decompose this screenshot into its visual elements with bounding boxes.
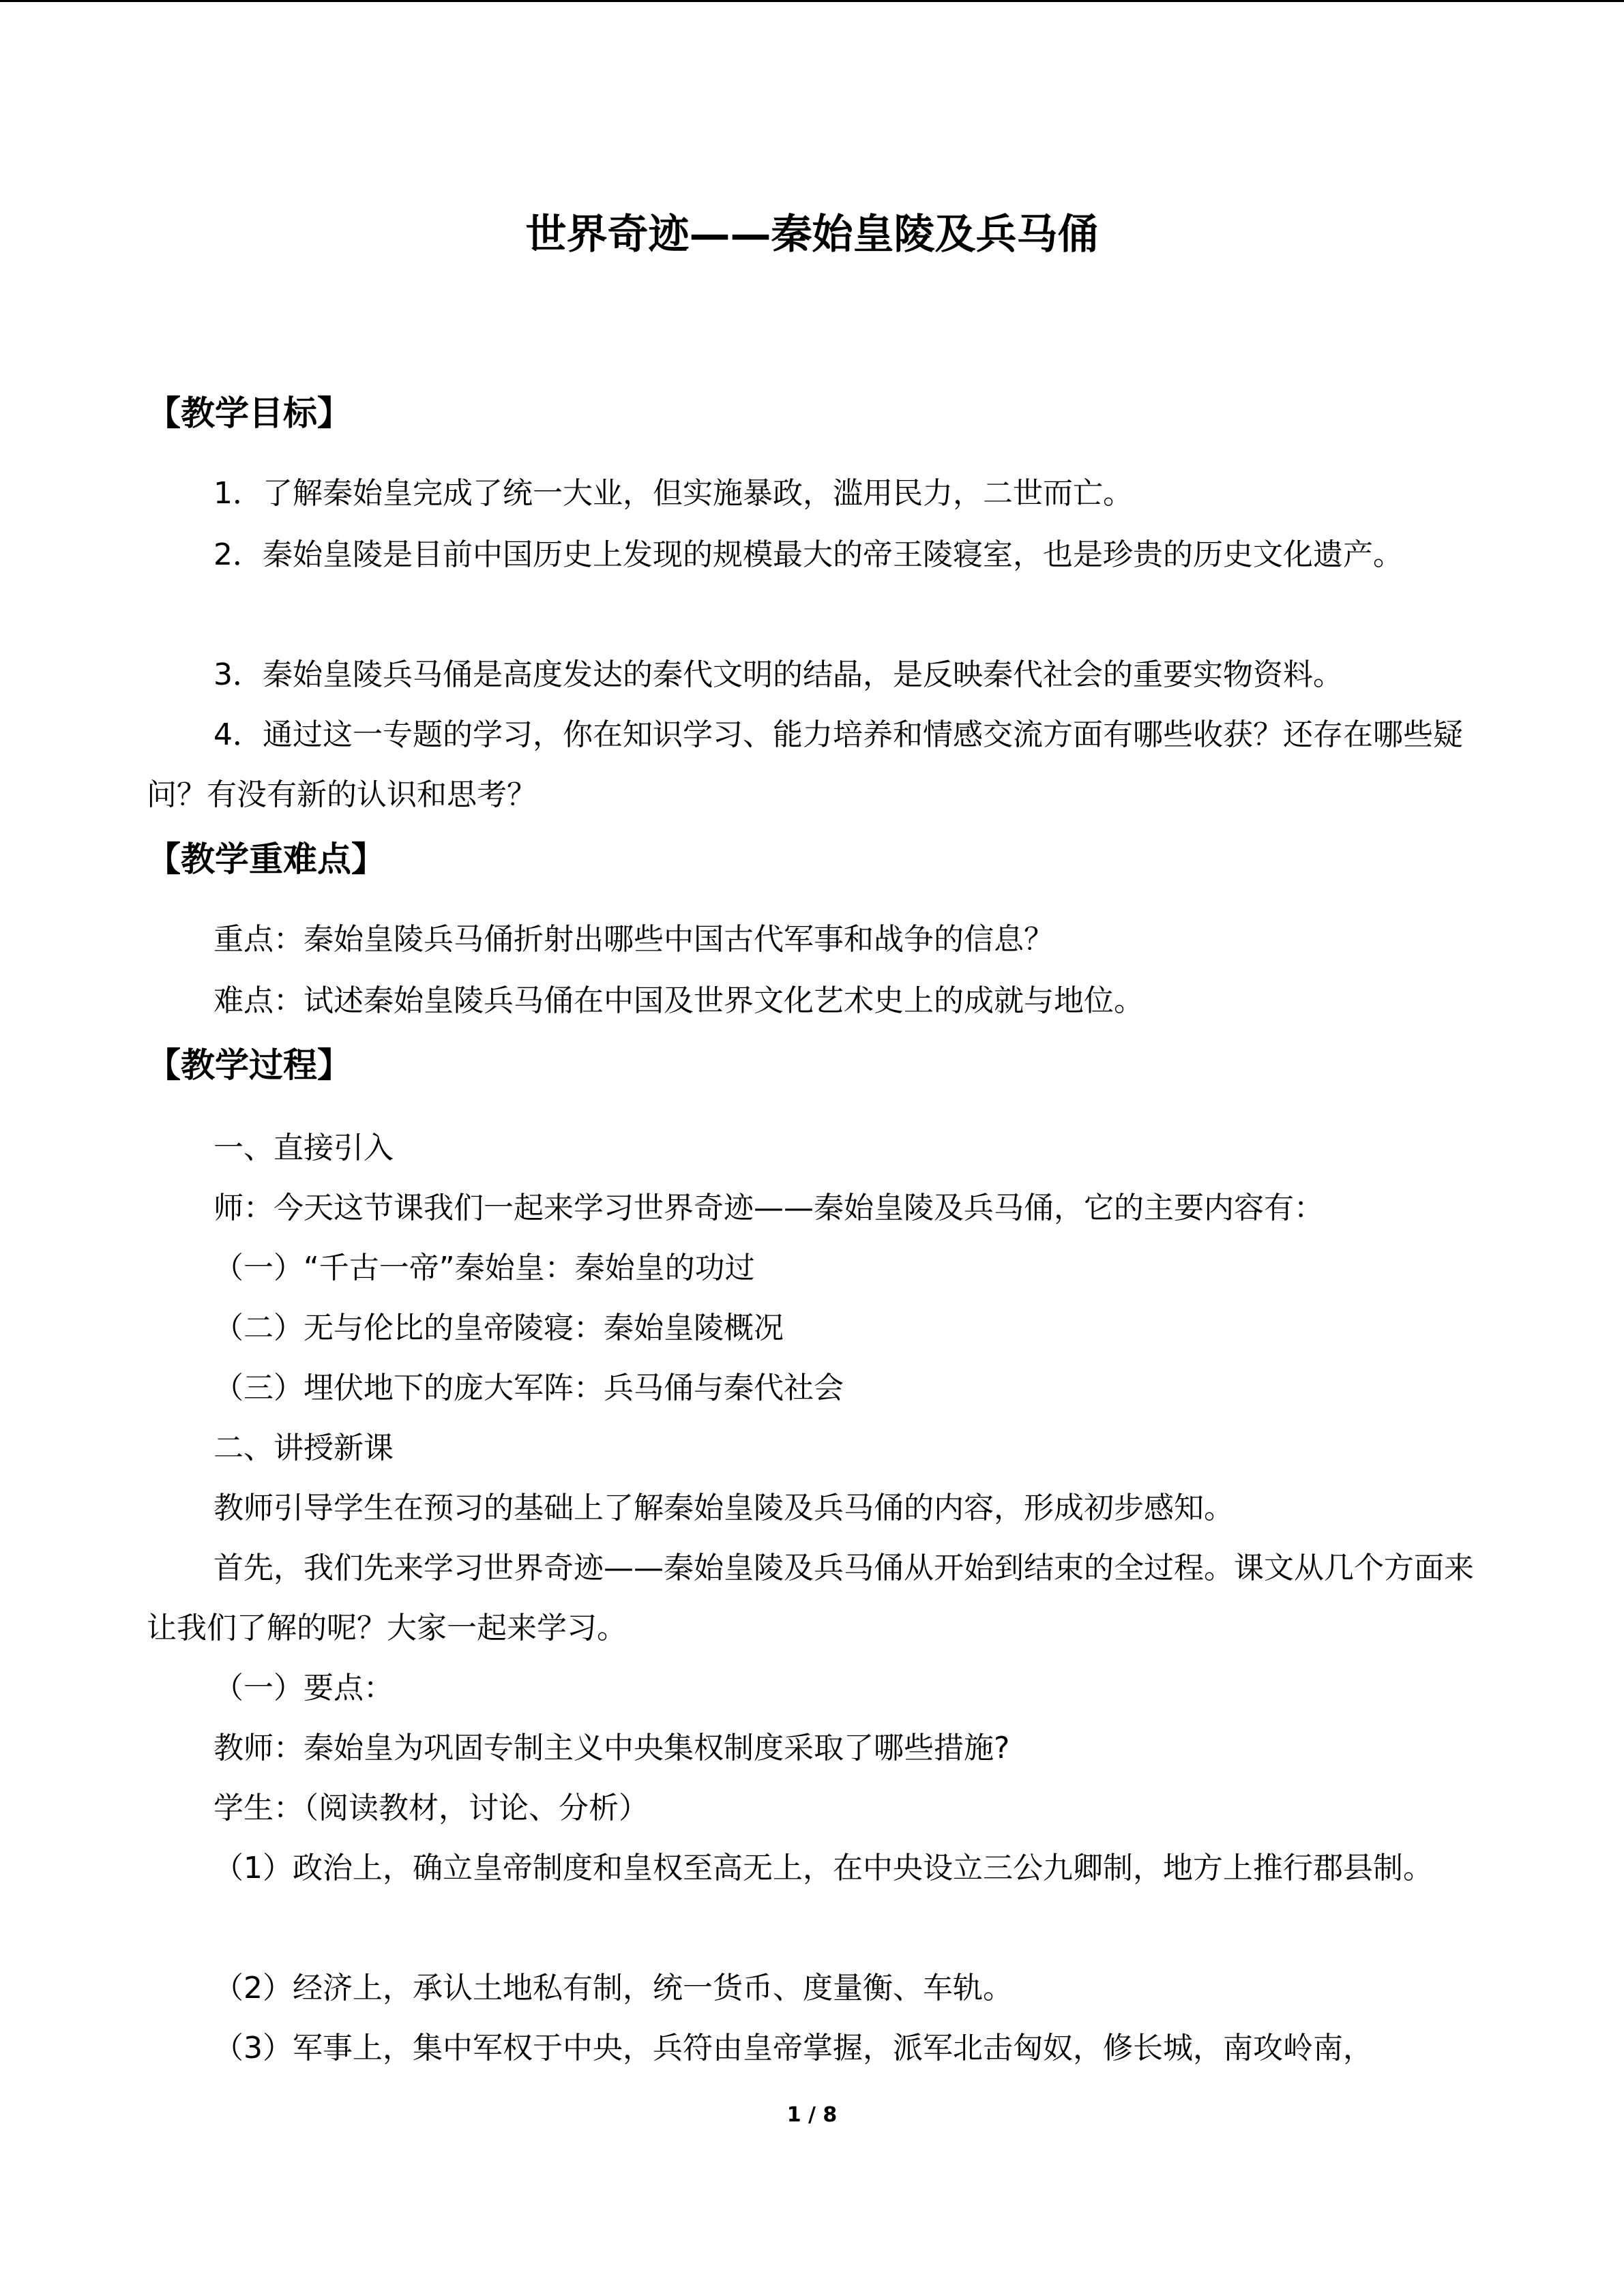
process-paragraph: （一）要点：: [213, 1671, 394, 1705]
objective-paragraph: 3．秦始皇陵兵马俑是高度发达的秦代文明的结晶，是反映秦代社会的重要实物资料。: [213, 657, 1343, 692]
process-list-item: （二）无与伦比的皇帝陵寝：秦始皇陵概况: [213, 1311, 784, 1345]
process-paragraph: 二、讲授新课: [213, 1431, 394, 1465]
top-border-line: [0, 0, 1624, 2]
process-paragraph: 教师引导学生在预习的基础上了解秦始皇陵及兵马俑的内容，形成初步感知。: [213, 1491, 1234, 1525]
objective-paragraph: 4．通过这一专题的学习，你在知识学习、能力培养和情感交流方面有哪些收获？还存在哪些疑问？有没有新的认识和思考？: [147, 717, 1463, 812]
process-list-item: （三）埋伏地下的庞大军阵：兵马俑与秦代社会: [213, 1371, 844, 1405]
process-paragraph: 师：今天这节课我们一起来学习世界奇迹——秦始皇陵及兵马俑，它的主要内容有：: [213, 1191, 1324, 1225]
difficult-point-paragraph: 难点：试述秦始皇陵兵马俑在中国及世界文化艺术史上的成就与地位。: [213, 983, 1144, 1018]
process-list-item: （2）经济上，承认土地私有制，统一货币、度量衡、车轨。: [213, 1971, 1013, 2006]
document-title: 世界奇迹——秦始皇陵及兵马俑: [525, 211, 1099, 258]
objective-paragraph: 1．了解秦始皇完成了统一大业，但实施暴政，滥用民力，二世而亡。: [213, 476, 1133, 511]
key-point-paragraph: 重点：秦始皇陵兵马俑折射出哪些中国古代军事和战争的信息？: [213, 922, 1054, 957]
process-list-item: （1）政治上，确立皇帝制度和皇权至高无上，在中央设立三公九卿制，地方上推行郡县制。: [213, 1851, 1433, 1885]
process-paragraph: 学生：（阅读教材，讨论、分析）: [213, 1791, 649, 1825]
section-heading-teaching-objectives: 【教学目标】: [147, 393, 351, 433]
process-list-item: （一）“千古一帝”秦始皇：秦始皇的功过: [213, 1251, 755, 1285]
process-paragraph: 一、直接引入: [213, 1131, 394, 1165]
section-heading-key-points: 【教学重难点】: [147, 839, 385, 879]
objective-paragraph: 2．秦始皇陵是目前中国历史上发现的规模最大的帝王陵寝室，也是珍贵的历史文化遗产。: [213, 537, 1403, 572]
process-paragraph: 首先，我们先来学习世界奇迹——秦始皇陵及兵马俑从开始到结束的全过程。课文从几个方面来让我们了解的呢？大家一起来学习。: [147, 1551, 1474, 1645]
page-number: 1 / 8: [786, 2103, 838, 2127]
section-heading-teaching-process: 【教学过程】: [147, 1045, 351, 1085]
process-list-item: （3）军事上，集中军权于中央，兵符由皇帝掌握，派军北击匈奴，修长城，南攻岭南，: [213, 2031, 1373, 2066]
process-paragraph: 教师：秦始皇为巩固专制主义中央集权制度采取了哪些措施?: [213, 1731, 1010, 1765]
